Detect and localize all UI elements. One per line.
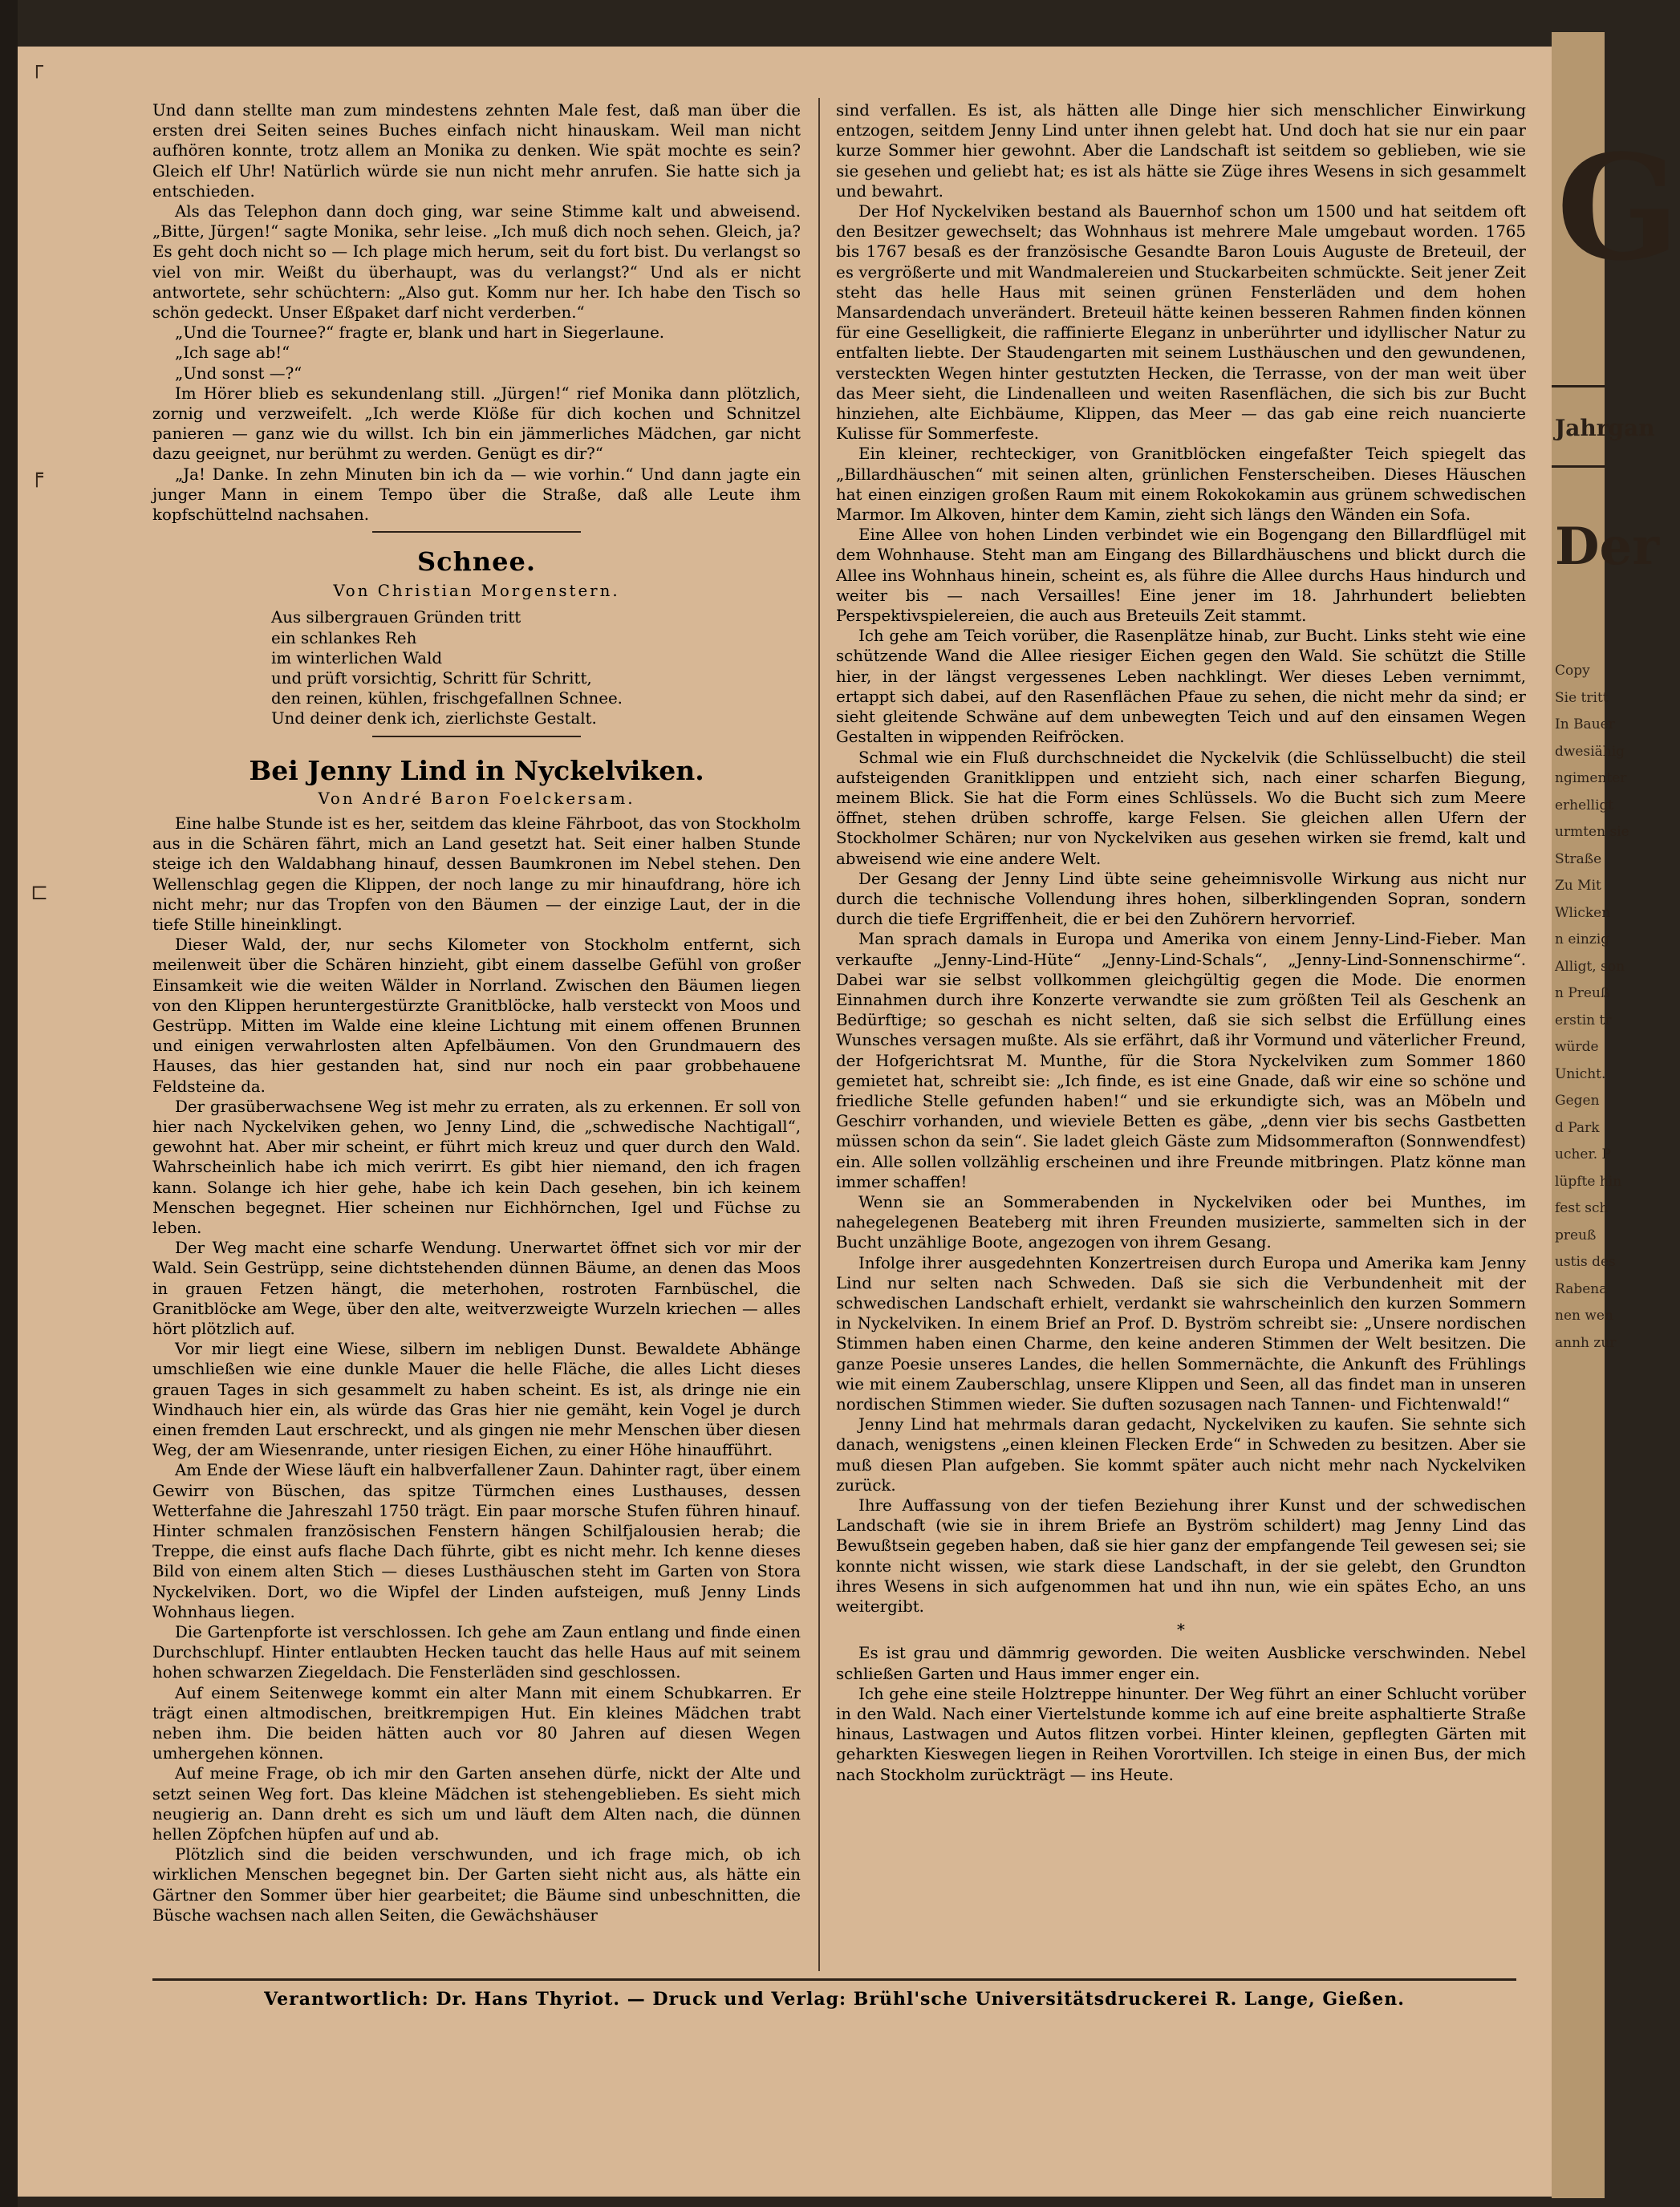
next-page-edge bbox=[1552, 32, 1680, 2198]
headline-fragment: Der bbox=[1555, 517, 1659, 577]
story-paragraph: „Ja! Danke. In zehn Minuten bin ich da — wie vorhin.“ Und dann jagte ein junger Mann in einem Tempo über die Straße, daß alle Leute ihm kopfschüttelnd nachsahen. bbox=[152, 465, 801, 525]
article-paragraph: Der Hof Nyckelviken bestand als Bauernhof schon um 1500 und hat seitdem oft den Besitzer gewechselt; das Wohnhaus ist mehrere Male umgebaut worden. 1765 bis 1767 besaß es der französische Gesandte Baron Louis Auguste de Breteuil, der es vergrößerte und mit Wandmalereien und Stuckarbeiten schmückte. Seit jener Zeit steht das helle Haus mit seinen grünen Fensterläden und dem hohen Mansardendach unverändert. Breteuil hätte keinen besseren Rahmen finden können für eine Geselligkeit, die raffinierte Eleganz in unberührter und idyllischer Natur zu entfalten liebte. Der Staudengarten mit seinem Lusthäuschen und den gewundenen, versteckten Wegen hinter gestutzten Hecken, die Terrasse, von der man weit über das Meer sieht, die Lindenalleen und weiten Rasenflächen, die sich bis zur Bucht hinziehen, alte Eichbäume, Klippen, das Meer — das gab eine reich nuancierte Kulisse für Sommerfeste. bbox=[836, 202, 1526, 444]
left-column bbox=[152, 100, 801, 1925]
fragment: erhelligt bbox=[1555, 797, 1614, 813]
story-paragraph: „Und sonst —?“ bbox=[175, 363, 302, 383]
article-paragraph: Schmal wie ein Fluß durchschneidet die Nyckelvik (die Schlüsselbucht) die steil aufsteigenden Granitklippen und entzieht sich, nach einer scharfen Biegung, meinem Blick. Sie hat die Form eines Schlüssels. Wo die Bucht sich zum Meere öffnet, stehen drüben schroffe, karge Felsen. Sie gleichen allen Ufern der Stockholmer Schären; nur von Nyckelviken aus gesehen wirken sie fremd, kalt und abweisend wie eine andere Welt. bbox=[836, 748, 1526, 868]
fragment: Alligt, son bbox=[1555, 958, 1625, 975]
fragment: Copy bbox=[1555, 663, 1590, 679]
article-paragraph: Eine halbe Stunde ist es her, seitdem das kleine Fährboot, das von Stockholm aus in die Schären fährt, mich an Land gesetzt hat. Seit einer halben Stunde steige ich den Waldabhang hinauf, dessen Baumkronen im Nebel stehen. Den Wellenschlag gegen die Klippen, der noch lange zu mir hinaufdrang, höre ich nicht mehr; nur das Tropfen von den Bäumen — der einzige Laut, der in die tiefe Stille hineinklingt. bbox=[152, 813, 801, 934]
article-paragraph: Infolge ihrer ausgedehnten Konzertreisen durch Europa und Amerika kam Jenny Lind nur selten nach Schweden. Daß sie sich die Verbundenheit mit der schwedischen Landschaft erhielt, verdankt sie wahrscheinlich den kurzen Sommern in Nyckelviken. In einem Brief an Prof. D. Byström schreibt sie: „Unsere nordischen Stimmen haben einen Charme, den keine anderen Stimmen der Welt besitzen. Die ganze Poesie unseres Landes, die hellen Sommernächte, die Ankunft des Frühlings wie mit einem Zauberschlag, unsere Klippen und Seen, all das findet man in unseren nordischen Stimmen wieder. Sie duften sozusagen nach Tannen- und Fichtenwald!“ bbox=[836, 1253, 1526, 1414]
article-paragraph: Der grasüberwachsene Weg ist mehr zu erraten, als zu erkennen. Er soll von hier nach Nyckelviken gehen, wo Jenny Lind, die „schwedische Nachtigall“, gewohnt hat. Aber mir scheint, er führt mich kreuz und quer durch den Wald. Wahrscheinlich habe ich mich verirrt. Es gibt hier niemand, den ich fragen kann. Solange ich hier gehe, habe ich kein Dach gesehen, bin ich keinem Menschen begegnet. Hier scheinen nur Eichhörnchen, Igel und Füchse zu leben. bbox=[152, 1097, 801, 1237]
section-divider bbox=[372, 531, 581, 533]
fragment: Sie tritt bbox=[1555, 689, 1609, 706]
imprint-footer: Verantwortlich: Dr. Hans Thyriot. — Druck und Verlag: Brühl'sche Universitätsdruckerei R. Lange, Gießen. bbox=[264, 1989, 1405, 2010]
article-paragraph: Ich gehe eine steile Holztreppe hinunter. Der Weg führt an einer Schlucht vorüber in den Wald. Nach einer Viertelstunde komme ich auf eine breite asphaltierte Straße hinaus, Lastwagen und Autos flitzen vorbei. Hinter kleinen, gepflegten Gärten mit geharkten Kieswegen liegen in Reihen Vorortvillen. Ich steige in einen Bus, der mich nach Stockholm zurückträgt — ins Heute. bbox=[836, 1684, 1526, 1784]
article-author: Von André Baron Foelckersam. bbox=[318, 789, 635, 808]
poem-body bbox=[271, 607, 801, 728]
poem-line: und prüft vorsichtig, Schritt für Schritt, bbox=[271, 669, 592, 688]
article-paragraph: Der Gesang der Jenny Lind übte seine geheimnisvolle Wirkung aus nicht nur durch die technische Vollendung ihres hohen, silberklingenden Sopran, sondern durch die tiefe Ergriffenheit, die er bei den Zuhörern hervorrief. bbox=[836, 869, 1526, 929]
story-ending bbox=[152, 100, 801, 525]
article-paragraph: Wenn sie an Sommerabenden in Nyckelviken oder bei Munthes, im nahegelegenen Beateberg mit ihren Freunden musizierte, sammelten sich in der Bucht unzählige Boote, angezogen von ihrem Gesang. bbox=[836, 1192, 1526, 1252]
fragment: n einzig bbox=[1555, 931, 1610, 947]
article-paragraph: Der Weg macht eine scharfe Wendung. Unerwartet öffnet sich vor mir der Wald. Sein Gestrüpp, seine dichtstehenden dünnen Bäume, an denen das Moos in grauen Fetzen hängt, die meterhohen, rostroten Farnbüschel, die Granitblöcke am Wege, über den alte, weitverzweigte Wurzeln kriechen — alles hört plötzlich auf. bbox=[152, 1239, 801, 1338]
poem-author: Von Christian Morgenstern. bbox=[333, 582, 620, 601]
banner-fragment: Jahrgan bbox=[1555, 415, 1655, 441]
article-paragraph: Vor mir liegt eine Wiese, silbern im nebligen Dunst. Bewaldete Abhänge umschließen wie eine dunkle Mauer die helle Fläche, die alles Licht dieses grauen Tages in sich gesammelt zu haben scheint. Es ist, als dringe nie ein Windhauch hier ein, als würde das Gras hier nie gemäht, kein Vogel je durch einen fremden Laut erschreckt, und als gingen nie mehr Menschen über diesen Weg, der am Wiesenrande, unter riesigen Eichen, zu einer Höhe hinaufführt. bbox=[152, 1340, 801, 1460]
article-paragraph: Jenny Lind hat mehrmals daran gedacht, Nyckelviken zu kaufen. Sie sehnte sich danach, wenigstens „einen kleinen Flecken Erde“ in Schweden zu besitzen. Aber sie muß diesen Plan aufgeben. Sie kommt später auch nicht mehr nach Nyckelviken zurück. bbox=[836, 1415, 1526, 1495]
section-separator: * bbox=[1177, 1621, 1185, 1640]
article-section bbox=[152, 753, 801, 1925]
fragment: ucher. P bbox=[1555, 1146, 1611, 1162]
fragment: n Preuß bbox=[1555, 985, 1610, 1001]
fragment: ustis des bbox=[1555, 1254, 1616, 1270]
poem-line: Und deiner denk ich, zierlichste Gestalt. bbox=[271, 709, 597, 728]
article-paragraph: Man sprach damals in Europa und Amerika von einem Jenny-Lind-Fieber. Man verkaufte „Jenny-Lind-Hüte“ „Jenny-Lind-Schals“, „Jenny-Lind-Sonnenschirme“. Dabei war sie selbst vollkommen gleichgültig gegen die Mode. Die enormen Einnahmen durch ihre Konzerte verwandte sie zum größten Teil als Geschenk an Bedürftige; so geschah es nicht selten, daß sie sich selbst die Erfüllung eines Wunsches versagen mußte. Als sie erfährt, daß ihr Vormund und väterlicher Freund, der Hofgerichtsrat M. Munthe, für die Stora Nyckelviken zum Sommer 1860 gemietet hat, schreibt sie: „Ich finde, es ist eine Gnade, daß wir eine so schöne und friedliche Stelle gefunden haben!“ und sie erkundigte sich, was an Möbeln und Geschirr vorhanden, und wieviele Betten es gäbe, „denn vier bis sechs Gastbetten müssen schon da sein“. Sie ladet gleich Gäste zum Midsommerafton (Sonnwendfest) ein. Alle sollen vollzählig erscheinen und ihre Freunde mitbringen. Platz könne man immer schaffen! bbox=[836, 930, 1526, 1191]
story-paragraph: Als das Telephon dann doch ging, war seine Stimme kalt und abweisend. „Bitte, Jürgen!“ sagte Monika, sehr leise. „Ich muß dich noch sehen. Gleich, ja? Es geht doch nicht so — Ich plage mich herum, seit du fort bist. Du verlangst so viel von mir. Weißt du überhaupt, was du verlangst?“ Und als er nicht antwortete, sehr schüchtern: „Also gut. Komm nur her. Ich habe den Tisch so schön gedeckt. Unser Eßpaket darf nicht verderben.“ bbox=[152, 202, 801, 323]
column-divider bbox=[818, 98, 820, 1971]
article-paragraph: Ich gehe am Teich vorüber, die Rasenplätze hinab, zur Bucht. Links steht wie eine schützende Wand die Allee riesiger Eichen gegen den Wald. Sie schützt die Stille hier, in der längst vergessenes Leben nachklingt. Wer dieses Leben vernimmt, ertappt sich dabei, auf den Rasenflächen Pfaue zu sehen, die nicht mehr da sind; er sieht gleitende Schwäne auf dem unbewegten Teich und auf den einsamen Wegen Gestalten in wippenden Reifröcken. bbox=[836, 627, 1526, 747]
story-paragraph: „Und die Tournee?“ fragte er, blank und hart in Siegerlaune. bbox=[175, 323, 665, 343]
fragment: In Bauer bbox=[1555, 716, 1615, 732]
print-mark-icon: ╒ bbox=[30, 464, 43, 488]
masthead-fragment: G bbox=[1556, 124, 1680, 293]
article-paragraph: Plötzlich sind die beiden verschwunden, und ich frage mich, ob ich wirklichen Menschen begegnet bin. Der Garten sieht nicht aus, als hätte ein Gärtner den Sommer über hier gearbeitet; die Bäume sind unbeschnitten, die Büsche wachsen nach allen Seiten, die Gewächshäuser bbox=[152, 1845, 801, 1925]
poem-line: ein schlankes Reh bbox=[271, 628, 417, 647]
scan-edge-left bbox=[0, 0, 18, 2207]
poem-title: Schnee. bbox=[417, 546, 536, 578]
article-paragraph: Es ist grau und dämmrig geworden. Die weiten Ausblicke verschwinden. Nebel schließen Garten und Haus immer enger ein. bbox=[836, 1644, 1526, 1683]
fragment: nen wen bbox=[1555, 1308, 1613, 1324]
article-paragraph: Dieser Wald, der, nur sechs Kilometer von Stockholm entfernt, sich meilenweit über die Schären hinzieht, gibt einem dasselbe Gefühl von großer Einsamkeit wie die weiten Wälder in Norrland. Zwischen den Bäumen liegen von den Klippen heruntergestürzte Granitblöcke, halb versteckt von Moos und Gestrüpp. Mitten im Walde eine kleine Lichtung mit einem offenen Brunnen und einigen verwahrlosten alten Apfelbäumen. Von den Grundmauern des Hauses, das hier gestanden hat, sind nur noch ein paar grobbehauene Feldsteine da. bbox=[152, 935, 801, 1096]
strip-rule bbox=[1552, 385, 1605, 387]
text-fragments bbox=[1555, 658, 1629, 1357]
fragment: Unicht. bbox=[1555, 1065, 1606, 1082]
poem-section bbox=[152, 546, 801, 728]
fragment: urmten sie bbox=[1555, 824, 1629, 840]
fragment: Rabena bbox=[1555, 1280, 1608, 1297]
article-paragraph: sind verfallen. Es ist, als hätten alle Dinge hier sich menschlicher Einwirkung entzogen, seitdem Jenny Lind unter ihnen gelebt hat. Und doch hat sie nur ein paar kurze Sommer hier gewohnt. Aber die Landschaft ist seitdem so geblieben, wie sie sie gesehen und geliebt hat; es ist als hätte sie Züge ihres Wesens in sich gesammelt und bewahrt. bbox=[836, 101, 1526, 201]
print-mark-icon: ⊏ bbox=[30, 881, 49, 905]
article-paragraph: Ihre Auffassung von der tiefen Beziehung ihrer Kunst und der schwedischen Landschaft (wie sie in ihrem Briefe an Byström schildert) mag Jenny Lind das Bewußtsein gegeben haben, daß sie hier ganz der empfangende Teil gewesen sei; sie konnte nicht wissen, wie stark diese Landschaft, in der sie gelebt, den Grundton ihres Wesens in sich aufgenommen hat und ihn nun, wie ein spätes Echo, an uns weitergibt. bbox=[836, 1496, 1526, 1617]
fragment: Gegen bbox=[1555, 1093, 1600, 1109]
article-paragraph: Ein kleiner, rechteckiger, von Granitblöcken eingefaßter Teich spiegelt das „Billardhäuschen“ mit seinen alten, grünlichen Fensterscheiben. Dieses Häuschen hat einen einzigen großen Raum mit einem Rokokokamin aus grünem schwedischen Marmor. Im Alkoven, hinter dem Kamin, zieht sich längs den Wänden ein Sofa. bbox=[836, 444, 1526, 525]
fragment: lüpfte hin bbox=[1555, 1173, 1622, 1190]
fragment: Wlicken bbox=[1555, 904, 1611, 921]
fragment: fest sch bbox=[1555, 1200, 1609, 1216]
story-paragraph: „Ich sage ab!“ bbox=[175, 343, 290, 363]
article-paragraph: Auf einem Seitenwege kommt ein alter Mann mit einem Schubkarren. Er trägt einen altmodischen, breitkrempigen Hut. Ein kleines Mädchen trabt neben ihm. Die beiden hätten auch vor 80 Jahren auf diesen Wegen umhergehen können. bbox=[152, 1683, 801, 1763]
poem-line: den reinen, kühlen, frischgefallnen Schnee. bbox=[271, 689, 623, 708]
section-divider bbox=[372, 736, 581, 737]
article-paragraph: Am Ende der Wiese läuft ein halbverfallener Zaun. Dahinter ragt, über einem Gewirr von Büschen, das spitze Türmchen eines Lusthauses, dessen Wetterfahne die Jahreszahl 1750 trägt. Ein paar morsche Stufen führen hinauf. Hinter schmalen französischen Fenstern hängen Schilfjalousien herab; die Treppe, die einst aufs flache Dach führte, gibt es nicht mehr. Ich kenne dieses Bild von einem alten Stich — dieses Lusthäuschen steht im Garten von Stora Nyckelviken. Dort, wo die Wipfel der Linden aufsteigen, muß Jenny Linds Wohnhaus liegen. bbox=[152, 1461, 801, 1621]
right-column bbox=[836, 100, 1526, 1785]
fragment: ngimenter bbox=[1555, 770, 1627, 786]
footer-rule bbox=[152, 1978, 1516, 1981]
strip-rule bbox=[1552, 465, 1605, 468]
poem-line: im winterlichen Wald bbox=[271, 648, 443, 667]
fragment: preuß bbox=[1555, 1227, 1597, 1243]
article-title: Bei Jenny Lind in Nyckelviken. bbox=[249, 754, 704, 786]
article-paragraph: Eine Allee von hohen Linden verbindet wie ein Bogengang den Billardflügel mit dem Wohnhause. Steht man am Eingang des Billardhäuschens und blickt durch die Allee ins Wohnhaus hinein, scheint es, als führe die Allee durchs Haus hindurch und weiter bis — nach Versailles! Eine jener im 18. Jahrhundert beliebten Perspektivspielereien, die auch aus Breteuils Zeit stammt. bbox=[836, 525, 1526, 626]
fragment: Straße bbox=[1555, 850, 1602, 867]
story-paragraph: Im Hörer blieb es sekundenlang still. „Jürgen!“ rief Monika dann plötzlich, zornig und verzweifelt. „Ich werde Klöße für dich kochen und Schnitzel panieren — ganz wie du willst. Ich bin ein jämmerliches Mädchen, gar nicht dazu geeignet, nur berühmt zu werden. Genügt es dir?“ bbox=[152, 383, 801, 464]
fragment: würde bbox=[1555, 1039, 1599, 1055]
fragment: dwesiähig bbox=[1555, 743, 1625, 760]
poem-line: Aus silbergrauen Gründen tritt bbox=[271, 608, 521, 627]
fragment: Zu Mit bbox=[1555, 878, 1601, 894]
fragment: erstin tr bbox=[1555, 1012, 1612, 1028]
article-paragraph: Die Gartenpforte ist verschlossen. Ich gehe am Zaun entlang und finde einen Durchschlupf. Hinter entlaubten Hecken taucht das helle Haus auf mit seinem hohen schwarzen Ziegeldach. Die Fensterläden sind geschlossen. bbox=[152, 1623, 801, 1682]
fragment: annh zur bbox=[1555, 1334, 1617, 1351]
print-mark-icon: ┌ bbox=[30, 55, 43, 79]
fragment: d Park bbox=[1555, 1119, 1600, 1136]
story-paragraph: Und dann stellte man zum mindestens zehnten Male fest, daß man über die ersten drei Seiten seines Buches einfach nicht hinauskam. Weil man nicht aufhören konnte, trotz allem an Monika zu denken. Wie spät mochte es sein? Gleich elf Uhr! Natürlich würde sie nun nicht mehr anrufen. Sie hatte sich ja entschieden. bbox=[152, 101, 801, 201]
article-paragraph: Auf meine Frage, ob ich mir den Garten ansehen dürfe, nickt der Alte und setzt seinen Weg fort. Das kleine Mädchen ist stehengeblieben. Es sieht mich neugierig an. Dann dreht es sich um und läuft dem Alten nach, die dünnen hellen Zöpfchen hüpfen auf und ab. bbox=[152, 1764, 801, 1844]
